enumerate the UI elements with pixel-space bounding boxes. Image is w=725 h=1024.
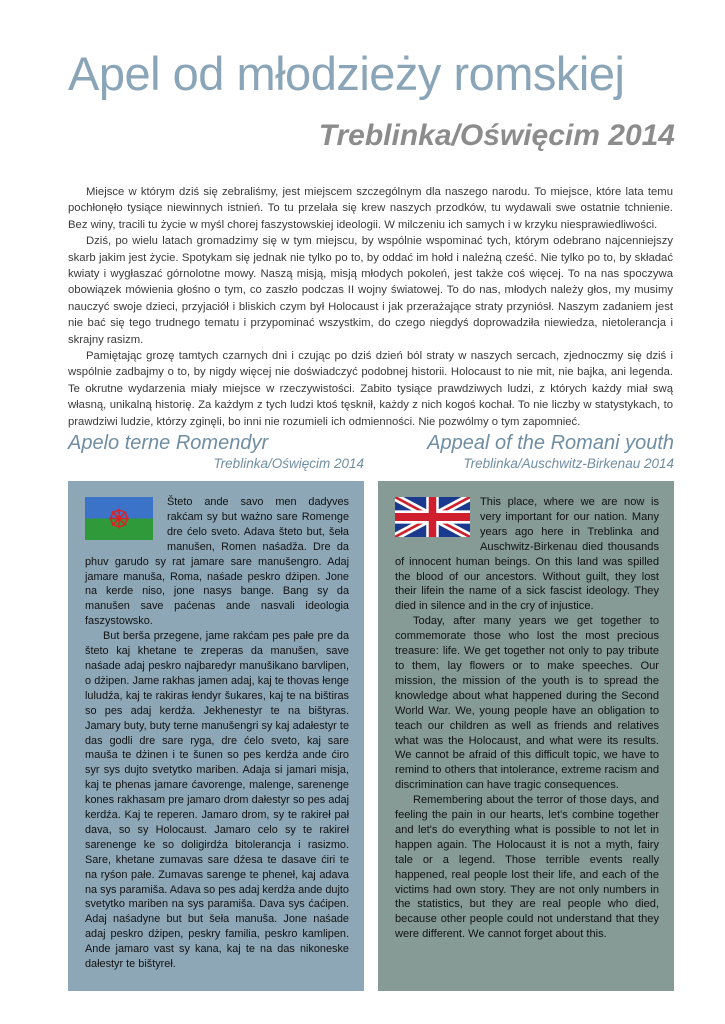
english-paragraph: Remembering about the terror of those days, and feeling the pain in our hearts, let's combine together and let's do everything what is possible to not let in happen again. The Holocaust it is not a myth, fairy tale or a legend. Those terrible events really happened, real people lost their life, and each of the victims had own story. They are not only numbers in the statistics, but they are real people who died, because other people could not understand that they were different. We cannot forget about this. — [395, 794, 659, 941]
intro-paragraph: Miejsce w którym dziś się zebraliśmy, jest miejscem szczególnym dla naszego narodu. To miejsce, które lata temu pochłonęło tysiące niewinnych istnień. To tu przelała się krew naszych przodków, tu wydawali swe ostatnie tchnienie. Bez winy, tracili tu życie w myśl chorej faszystowskiej ideologii. W milczeniu ich samych i w krzyku niesprawiedliwości. — [68, 186, 673, 231]
romani-subheading: Treblinka/Oświęcim 2014 — [213, 456, 364, 471]
english-paragraph: Today, after many years we get together to commemorate those who lost the most precious treasure: life. We get together not only to pay tribute to them, lay flowers or to make speeches. Our mission, the mission of the youth is to spread the knowledge about what happened during the Second World War. We, young people have an obligation to teach our children as well as friends and relatives what was the Holocaust, and what were its results. We cannot be afraid of this difficult topic, we have to remind to others that intolerance, extreme racism and discrimination can have tragic consequences. — [395, 615, 659, 792]
romani-heading-block — [68, 430, 364, 472]
english-heading: Appeal of the Romani youth — [427, 432, 674, 454]
english-subheading: Treblinka/Auschwitz-Birkenau 2014 — [463, 456, 674, 471]
romani-text-box — [68, 481, 364, 991]
intro-paragraph: Dziś, po wielu latach gromadzimy się w tym miejscu, by wspólnie wspominać tych, którym odebrano najcenniejszy skarb jakim jest życie. Spotykam się jednak nie tylko po to, by oddać im hołd i należną cześć. Nie tylko po to, by składać kwiaty i wygłaszać górnolotne mowy. Naszą misją, misją młodych pokoleń, jest także coś więcej. To na nas spoczywa obowiązek mówienia głośno o tym, co zaszło podczas II wojny światowej. To do nas, młodych należy głos, my musimy nauczyć swoje dzieci, przyjaciół i bliskich czym był Holocaust i jak przerażające straty przyniósł. Naszym zadaniem jest nie bać się tego trudnego tematu i przypominać wszystkim, do czego niegdyś doprowadziła niewiedza, nietolerancja i skrajny rasizm. — [68, 235, 673, 346]
english-paragraph: This place, where we are now is very important for our nation. Many years ago here in Treblinka and Auschwitz-Birkenau died thousands of innocent human beings. On this land was spilled the blood of our ancestors. Without guilt, they lost their lifein the name of a sick fascist ideology. They died in silence and in the cry of injustice. — [395, 496, 659, 613]
page-subtitle: Treblinka/Oświęcim 2014 — [318, 119, 675, 152]
intro-text-polish — [68, 184, 673, 430]
english-heading-block — [378, 430, 674, 472]
romani-flag-icon — [85, 497, 153, 540]
romani-paragraph: Šteto ande savo men dadyves rakćam sy but ważno sare Romenge dre ćelo sveto. Adava šteto but, šeła manušen, Romen naśadža. Dre da phuv garudo sy rat jamare sare manušengro. Adaj jamare manuša, Roma, naśade peskro dżipen. Jone na kerde niso, jone nasys bange. Bang sy da manušen save paćenas ande nasvali ideologia faszystowsko. — [85, 496, 349, 628]
english-text-box — [378, 481, 674, 991]
romani-paragraph: But berša przegene, jame rakćam pes pałe pre da šteto kaj khetane te zreperas da manušen, save naśade adaj peskro najbaredyr manušikano barvlipen, o dżipen. Jame rakhas jamen adaj, kaj te thovas łenge luludźa, kaj te rakiras łendyr šukares, kaj te na bištiras so pes adaj kerdźa. Jekhenestyr te na bištyras. Jamary buty, buty terne manušengri sy kaj adałestyr te das godli dre sare ryga, dre ćelo sveto, kaj sare mauša te dżinen i te šunen so pes kerdźa ande ćiro syr sys dujto svetytko mariben. Adaja si jamari misja, kaj te phenas jamare ćavorenge, malenge, sarenenge kones rakhasam pre jamaro drom dałestyr so pes adaj kerdźa. Kaj te reperen. Jamaro drom, sy te rakireł pał dava, so sy Holocaust. Jamaro celo sy te rakireł sarenenge ke so doligirdźa bitolerancja i rasizmo. Sare, khetane zumavas sare dźesa te dasave ćiri te na ryśon pałe. Zumavas sarenge te pheneł, kaj adava na sys paramiša. Adava so pes adaj kerdźa ande dujto svetytko mariben na sys paramiša. Dava sys ćaćipen. Adaj naśadyne but but šeła manuša. Jone naśade adaj peskro dżipen, peskry familia, peskro kamlipen. Ande jamaro vast sy kana, kaj te na das nikoneske dałestyr te bištyreł. — [85, 630, 349, 971]
intro-paragraph: Pamiętając grozę tamtych czarnych dni i czując po dziś dzień ból straty w naszych sercach, zjednoczmy się dziś i wspólnie zadbajmy o to, by nigdy więcej nie doświadczyć podobnej historii. Holocaust to nie mit, nie bajka, ani legenda. Te okrutne wydarzenia miały miejsce w rzeczywistości. Zabito tysiące prawdziwych ludzi, z których każdy miał swą własną, unikalną historię. Za każdym z tych ludzi ktoś tęsknił, każdy z nich kogoś kochał. To nie liczby w statystykach, to prawdziwi ludzie, którzy zginęli, bo inni nie rozumieli ich odmienności. Nie pozwólmy o tym zapomnieć. — [68, 350, 673, 428]
page-title: Apel od młodzieży romskiej — [68, 47, 625, 100]
romani-heading: Apelo terne Romendyr — [68, 432, 269, 454]
uk-flag-icon — [395, 497, 470, 537]
